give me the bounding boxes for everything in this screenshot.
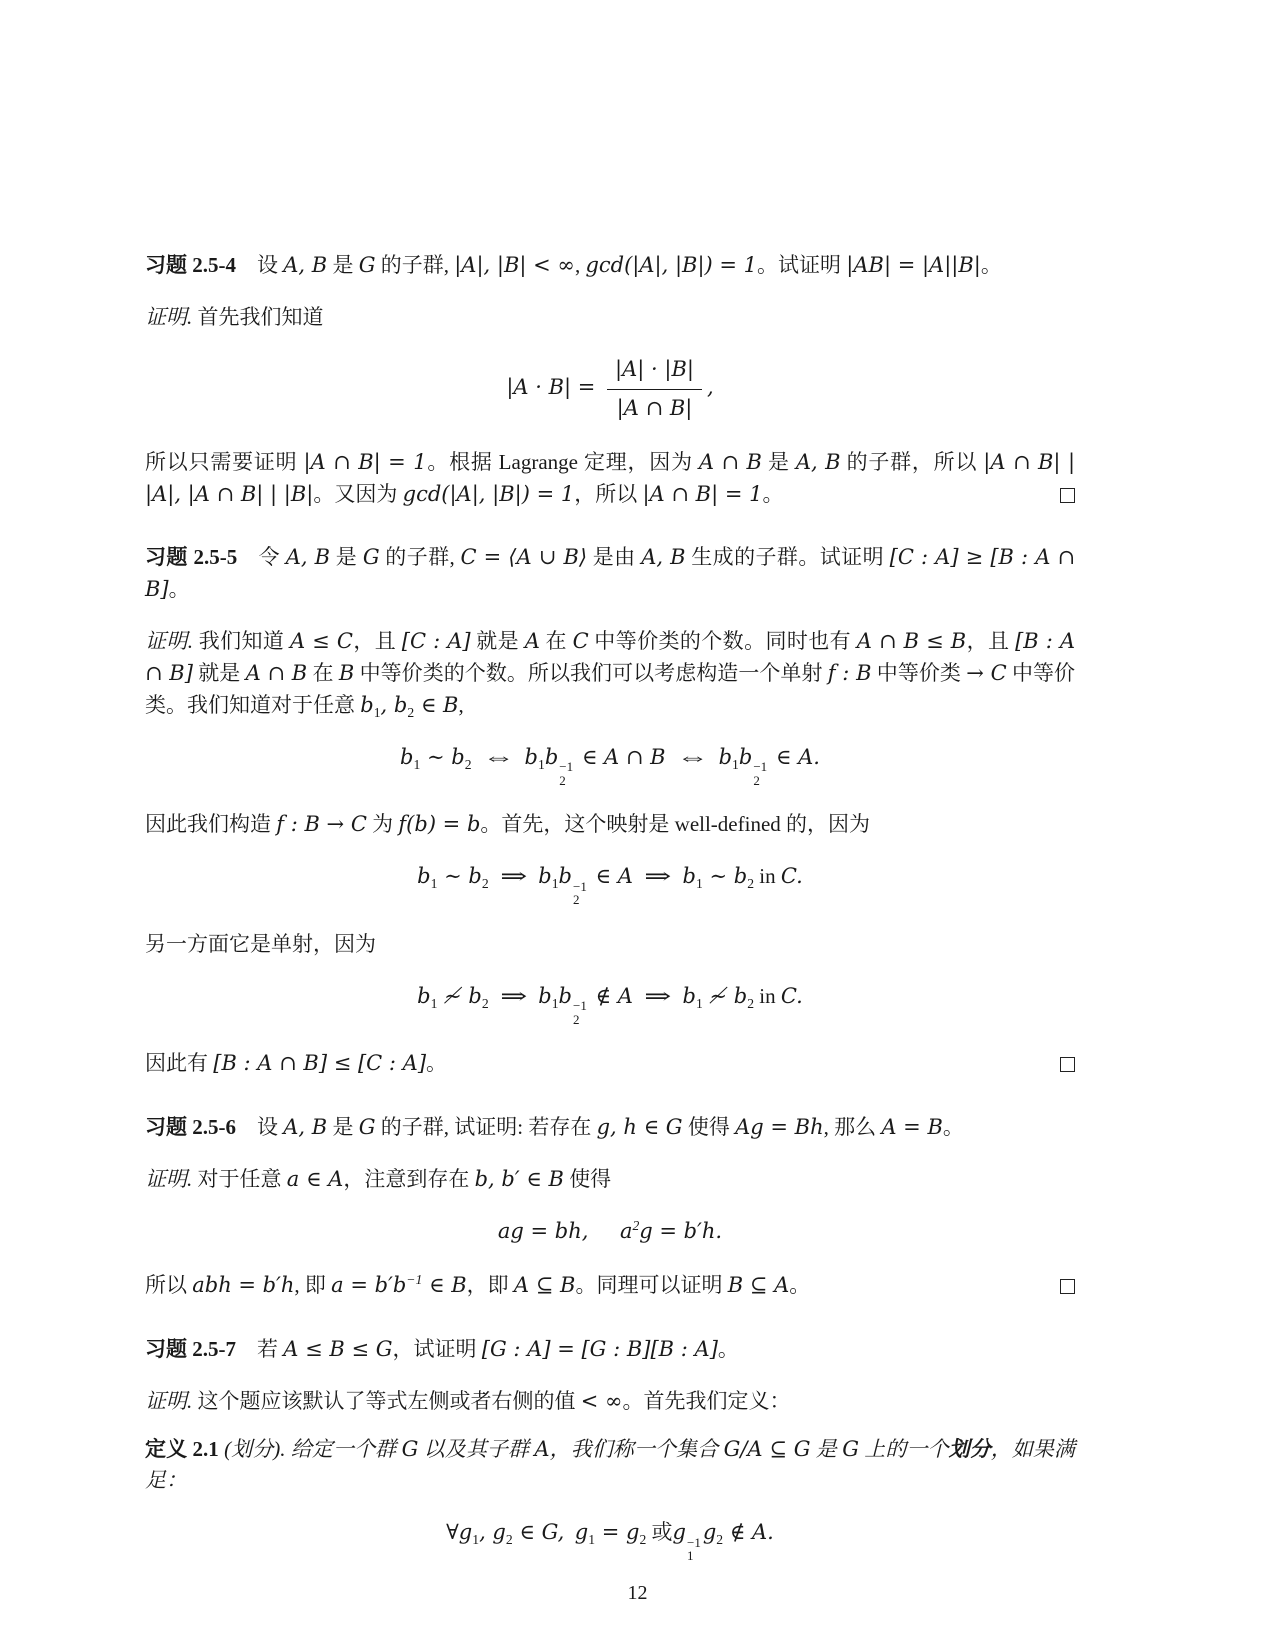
proof-intro-2-5-5: 证明. 我们知道 A ≤ C，且 [C : A] 就是 A 在 C 中等价类的个数。同时也有 A ∩ B ≤ B，且 [B : A ∩ B] 就是 A ∩ B 在 B 中等价类的个数。所以我们可以考虑构造一个单射 f : B 中等价类 → C 中等价类。我们知道对于任意 $b_1$, $b_2$ ∈ B, — [145, 629, 1076, 721]
qed-square — [1060, 488, 1075, 503]
proof-body-2-5-4: 所以只需要证明 |A ∩ B| = 1。根据 Lagrange 定理，因为 A ∩ B 是 A, B 的子群，所以 |A ∩ B| | |A|, |A ∩ B| | |B|。又因为 gcd(|A|, |B|) = 1，所以 |A ∩ B| = 1。 — [145, 449, 1076, 506]
display-equation-product-formula — [145, 354, 1075, 425]
display-equation-equivalence: $b_1$ ∼ $b_2$ ⇔ $b_1b$ −1 2 ∈ A ∩ B ⇔ $b_1b$ −1 2 ∈ A. — [400, 744, 820, 788]
fraction-denominator: |A ∩ B| — [616, 395, 693, 420]
page-number: 12 — [627, 1581, 648, 1604]
proof-intro-2-5-6: 证明. 对于任意 a ∈ A，注意到存在 b, b′ ∈ B 使得 — [145, 1167, 612, 1191]
qed-square — [1060, 1279, 1075, 1294]
exercise-heading-2-5-7: 习题 2.5-7 若 A ≤ B ≤ G，试证明 [G : A] = [G : B][B : A]。 — [145, 1336, 739, 1361]
fraction — [607, 354, 702, 425]
equation-trailing-comma: , — [706, 375, 714, 400]
equation-lhs: |A · B| = — [506, 375, 603, 400]
qed-square — [1060, 1057, 1075, 1072]
proof-conclusion-2-5-5: 因此有 [B : A ∩ B] ≤ [C : A]。 — [145, 1048, 1075, 1080]
proof-welldefined-2-5-5: 因此我们构造 f : B → C 为 f(b) = b。首先，这个映射是 well-defined 的，因为 — [145, 812, 871, 837]
fraction-numerator: |A| · |B| — [607, 354, 702, 390]
exercise-heading-2-5-5: 习题 2.5-5 令 A, B 是 G 的子群, C = ⟨A ∪ B⟩ 是由 A, B 生成的子群。试证明 [C : A] ≥ [B : A ∩ B]。 — [145, 545, 1076, 602]
exercise-heading-2-5-6: 习题 2.5-6 设 A, B 是 G 的子群, 试证明: 若存在 g, h ∈ G 使得 Ag = Bh, 那么 A = B。 — [145, 1115, 964, 1140]
proof-conclusion-2-5-6: 所以 abh = b′h, 即 $a = b'b^{-1}$ ∈ B，即 A ⊆ B。同理可以证明 B ⊆ A。 — [145, 1270, 1075, 1302]
display-equation-cosets: ag = bh, $a^2g = b'h$. — [497, 1217, 723, 1243]
proof-intro-2-5-7: 证明. 这个题应该默认了等式左侧或者右侧的值 < ∞。首先我们定义： — [145, 1388, 791, 1413]
display-equation-injective: $b_1$ ≁ $b_2$ ⇒ $b_1b$ −1 2 ∉ A ⇒ $b_1$ ≁ $b_2$ in C. — [417, 983, 803, 1027]
display-equation-partition: $\forall g_1$, $g_2$ ∈ G, $g_1 = g_2$ 或g −1 1 $g_2$ ∉ A. — [446, 1520, 774, 1564]
proof-injective-2-5-5: 另一方面它是单射，因为 — [145, 931, 376, 956]
proof-intro-2-5-4: 证明. 首先我们知道 — [145, 304, 324, 329]
text-column — [145, 218, 1075, 1585]
definition-2-1-partition: 定义 2.1 (划分). 给定一个群 G 以及其子群 A，我们称一个集合 G/A ⊆ G 是 G 上的一个划分，如果满足： — [145, 1436, 1076, 1493]
exercise-heading-2-5-4: 习题 2.5-4 设 A, B 是 G 的子群, |A|, |B| < ∞, gcd(|A|, |B|) = 1。试证明 |AB| = |A||B|。 — [145, 253, 1002, 277]
display-equation-welldefined: $b_1$ ∼ $b_2$ ⇒ $b_1b$ −1 2 ∈ A ⇒ $b_1$ ∼ $b_2$ in C. — [417, 864, 803, 908]
